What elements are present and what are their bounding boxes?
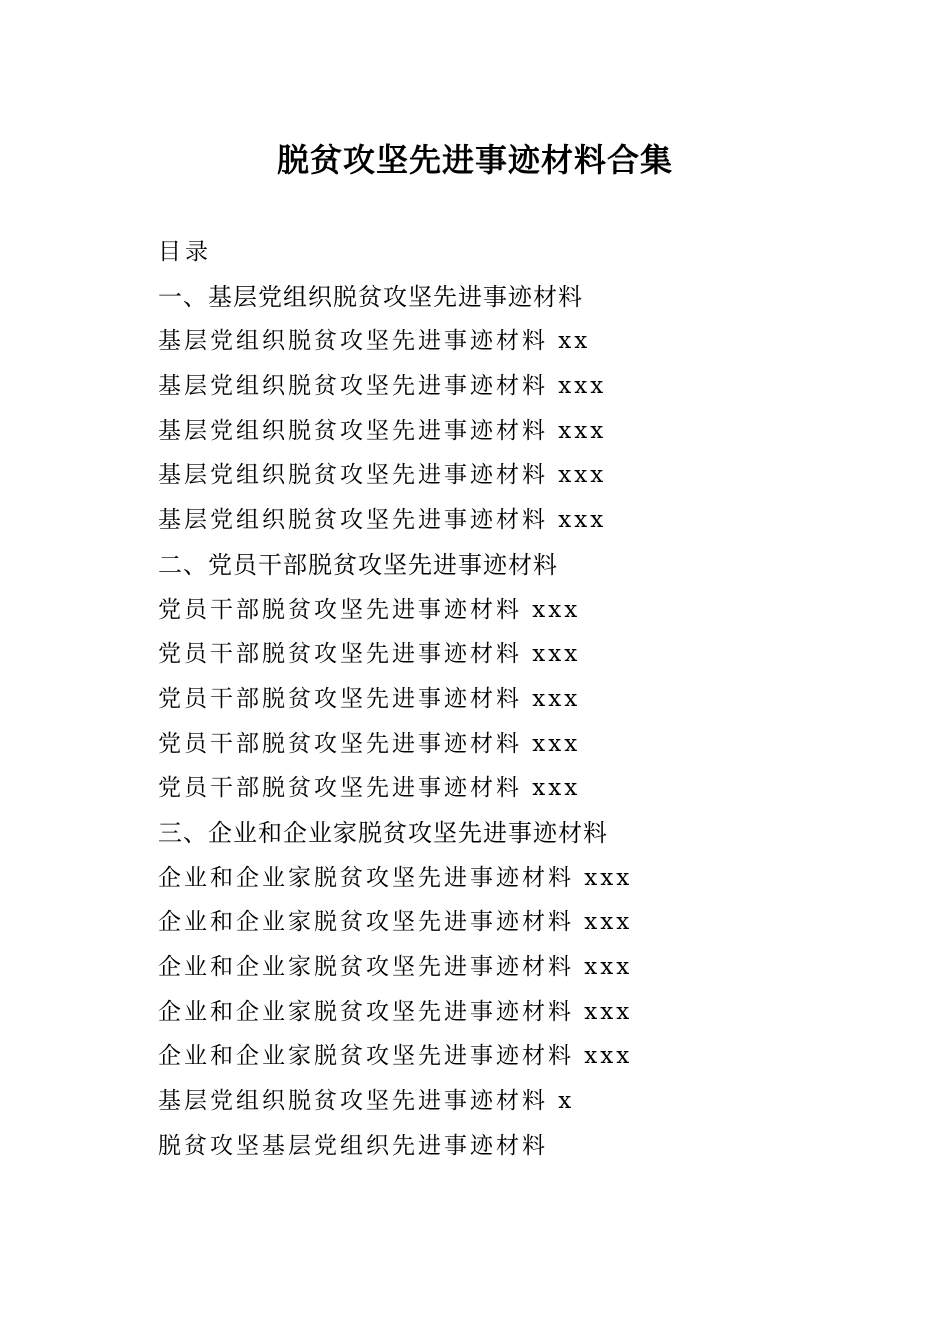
- toc-section-heading: 二、党员干部脱贫攻坚先进事迹材料: [158, 550, 558, 579]
- toc-section-heading: 三、企业和企业家脱贫攻坚先进事迹材料: [158, 818, 608, 847]
- toc-item: 党员干部脱贫攻坚先进事迹材料 xxx: [158, 641, 581, 668]
- toc-item: 基层党组织脱贫攻坚先进事迹材料 xx: [158, 328, 591, 355]
- toc-item: 企业和企业家脱贫攻坚先进事迹材料 xxx: [158, 864, 633, 891]
- toc-item: 企业和企业家脱贫攻坚先进事迹材料 xxx: [158, 998, 633, 1025]
- toc-item: 党员干部脱贫攻坚先进事迹材料 xxx: [158, 596, 581, 623]
- toc-label: 目录: [158, 239, 212, 265]
- toc-item: 脱贫攻坚基层党组织先进事迹材料: [158, 1132, 548, 1159]
- toc-item: 基层党组织脱贫攻坚先进事迹材料 xxx: [158, 462, 607, 489]
- toc-item: 党员干部脱贫攻坚先进事迹材料 xxx: [158, 685, 581, 712]
- toc-section-heading: 一、基层党组织脱贫攻坚先进事迹材料: [158, 282, 583, 311]
- toc-item: 基层党组织脱贫攻坚先进事迹材料 xxx: [158, 507, 607, 534]
- toc-item: 党员干部脱贫攻坚先进事迹材料 xxx: [158, 730, 581, 757]
- table-of-contents: [158, 230, 858, 1168]
- document-title: 脱贫攻坚先进事迹材料合集: [276, 141, 673, 179]
- toc-item: 企业和企业家脱贫攻坚先进事迹材料 xxx: [158, 1043, 633, 1070]
- toc-item: 党员干部脱贫攻坚先进事迹材料 xxx: [158, 775, 581, 802]
- toc-item: 基层党组织脱贫攻坚先进事迹材料 xxx: [158, 373, 607, 400]
- toc-item: 基层党组织脱贫攻坚先进事迹材料 xxx: [158, 417, 607, 444]
- toc-item: 企业和企业家脱贫攻坚先进事迹材料 xxx: [158, 909, 633, 936]
- toc-item: 基层党组织脱贫攻坚先进事迹材料 x: [158, 1088, 575, 1115]
- toc-item: 企业和企业家脱贫攻坚先进事迹材料 xxx: [158, 954, 633, 980]
